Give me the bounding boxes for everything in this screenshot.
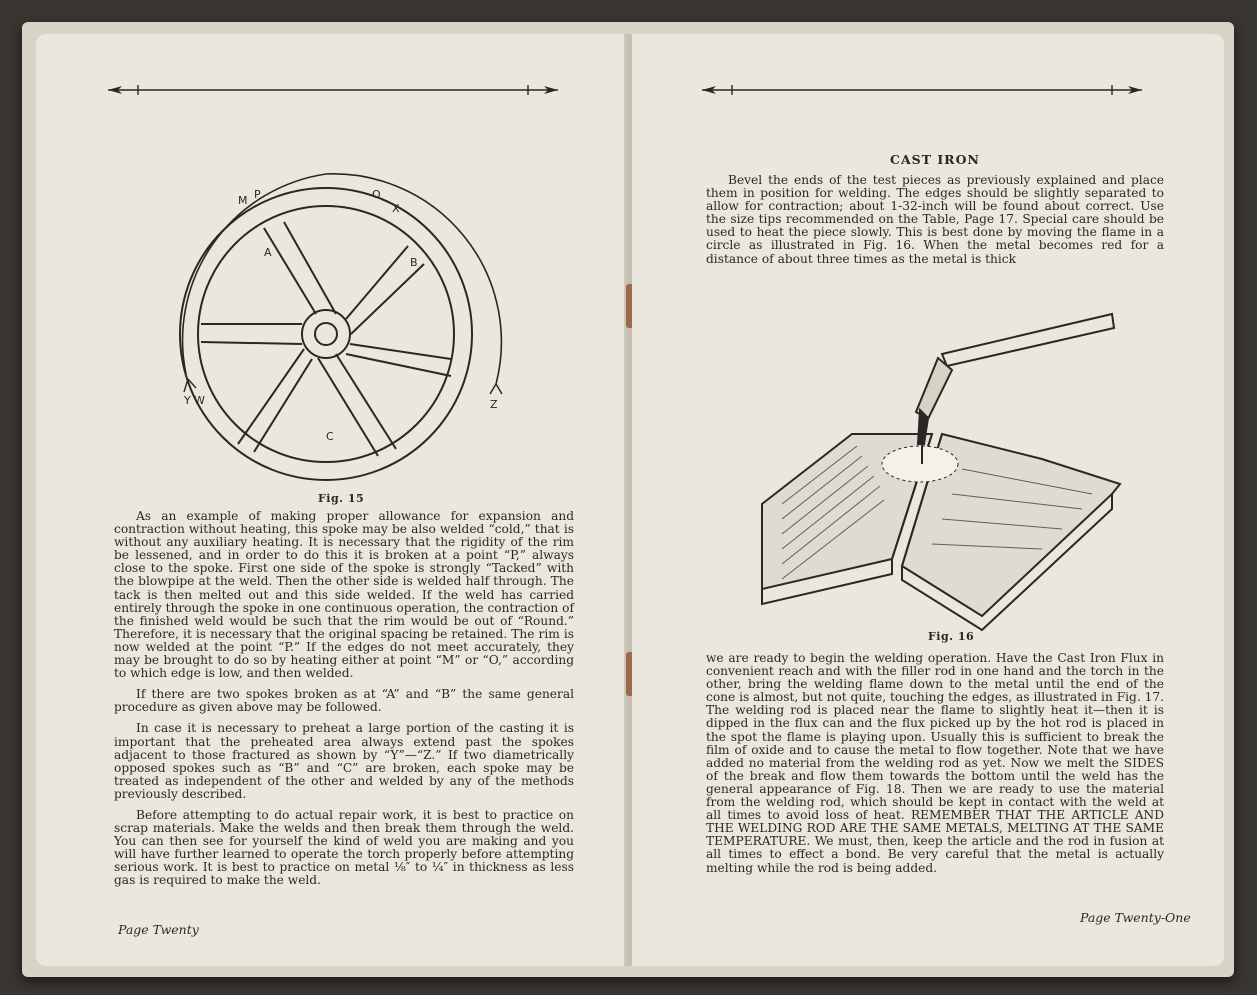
paragraph: Before attempting to do actual repair work, it is best to practice on scrap materials. Make the welds and then break them through the weld. You can then see for yourself the kind of weld you are making and you will have further learned to operate the torch properly before attempting serious work. It is best to practice on metal ⅛″ to ¼″ in thickness as less gas is required to make the weld.	[114, 807, 574, 888]
label-x: X	[392, 202, 400, 215]
paragraph: Bevel the ends of the test pieces as previously explained and place them in position for welding. The edges should be slightly separated to allow for contraction; about 1-32-inch will be found about correct. Use the size tips recommended on the Table, Page 17. Special care should be used to heat the piece slowly. This is best done by moving the flame in a circle as illustrated in Fig. 16. When the metal becomes red for a distance of about three times as the metal is thick	[706, 173, 1164, 266]
label-y: Y	[184, 394, 191, 407]
wheel-figure	[146, 154, 506, 484]
left-page	[36, 34, 624, 966]
right-page	[632, 34, 1224, 966]
paragraph: In case it is necessary to preheat a large portion of the casting it is important that the preheated area always extend past the spokes adjacent to those fractured as shown by “Y”—“Z.” If two diametrically opposed spokes such as “B” and “C” are broken, each spoke may be treated as independent of the other and welded by any of the methods previously described.	[114, 721, 574, 801]
top-rule-ornament	[108, 84, 558, 96]
page-number-left: Page Twenty	[118, 922, 199, 937]
top-rule-ornament-right	[702, 84, 1142, 96]
right-top-text	[706, 174, 1164, 274]
fig15-caption: Fig. 15	[318, 492, 365, 505]
label-c: C	[326, 430, 334, 443]
fig16-caption: Fig. 16	[928, 630, 975, 643]
label-p: P	[254, 188, 261, 201]
open-booklet	[22, 22, 1234, 977]
paragraph: As an example of making proper allowance for expansion and contraction without heating, this spoke may be also welded “cold,” that is without any auxiliary heating. It is necessary that the rigidity of the rim be lessened, and in order to do this it is broken at a point “P,” always close to the spoke. First one side of the spoke is strongly “Tacked” with the blowpipe at the weld. Then the other side is welded half through. The tack is then melted out and this side welded. If the weld has carried entirely through the spoke in one continuous operation, the contraction of the finished weld would be such that the rim would be out of “Round.” Therefore, it is necessary that the original spacing be retained. The rim is now welded at the point “P.” If the edges do not meet accurately, they may be brought to do so by heating either at point “M” or “O,” according to which edge is low, and then welded.	[114, 509, 574, 681]
label-b: B	[410, 256, 418, 269]
torch-plates-figure	[742, 304, 1122, 624]
right-bottom-text	[706, 652, 1164, 883]
label-w: W	[194, 394, 205, 407]
label-a: A	[264, 246, 272, 259]
paragraph: If there are two spokes broken as at “A” and “B” the same general procedure as given above may be followed.	[114, 687, 574, 715]
label-m: M	[238, 194, 248, 207]
label-o: O	[372, 188, 381, 201]
section-heading: CAST IRON	[890, 152, 980, 167]
label-z: Z	[490, 398, 498, 411]
paragraph: we are ready to begin the welding operation. Have the Cast Iron Flux in convenient reach and with the filler rod in one hand and the torch in the other, bring the welding flame down to the metal until the end of the cone is almost, but not quite, touching the edges, as illustrated in Fig. 17. The welding rod is placed near the flame to slightly heat it—then it is dipped in the flux can and the flux picked up by the hot rod is placed in the spot the flame is playing upon. Usually this is sufficient to break the film of oxide and to cause the metal to flow together. Note that we have added no material from the welding rod as yet. Now we melt the SIDES of the break and flow them towards the bottom until the weld has the general appearance of Fig. 18. Then we are ready to use the material from the welding rod, which should be kept in contact with the weld at all times to avoid loss of heat. REMEMBER THAT THE ARTICLE AND THE WELDING ROD ARE THE SAME METALS, MELTING AT THE SAME TEMPERATURE. We must, then, keep the article and the rod in fusion at all times to effect a bond. Be very careful that the metal is actually melting while the rod is being added.	[706, 651, 1164, 875]
page-number-right: Page Twenty-One	[1080, 910, 1191, 925]
left-body-text	[114, 510, 574, 896]
